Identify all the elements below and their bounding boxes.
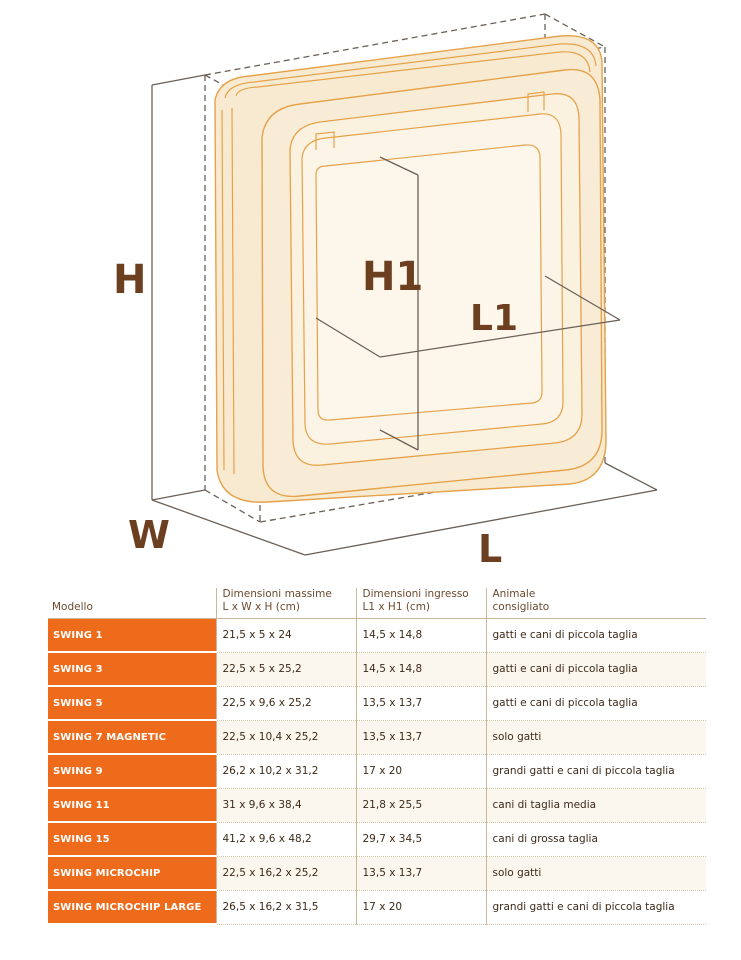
entry-dimensions-cell: 13,5 x 13,7 [356, 856, 486, 890]
model-name-cell: SWING 15 [48, 822, 216, 856]
model-name-cell: SWING 7 MAGNETIC [48, 720, 216, 754]
header-max-dimensions-line1: Dimensioni massime [222, 588, 332, 600]
entry-dimensions-cell: 17 x 20 [356, 890, 486, 924]
model-dimensions-table-wrapper [48, 588, 706, 925]
header-entry-dimensions-line2: L1 x H1 (cm) [362, 601, 431, 613]
max-dimensions-cell: 26,2 x 10,2 x 31,2 [216, 754, 356, 788]
label-H: H [113, 257, 147, 303]
recommended-animal-cell: solo gatti [486, 720, 706, 754]
entry-dimensions-cell: 13,5 x 13,7 [356, 686, 486, 720]
table-header-row [48, 588, 706, 619]
max-dimensions-cell: 22,5 x 10,4 x 25,2 [216, 720, 356, 754]
entry-dimensions-cell: 14,5 x 14,8 [356, 652, 486, 686]
label-L: L [478, 527, 503, 571]
label-L1: L1 [470, 298, 518, 339]
entry-dimensions-cell: 21,8 x 25,5 [356, 788, 486, 822]
max-dimensions-cell: 26,5 x 16,2 x 31,5 [216, 890, 356, 924]
header-entry-dimensions [356, 588, 486, 619]
entry-dimensions-cell: 13,5 x 13,7 [356, 720, 486, 754]
max-dimensions-cell: 21,5 x 5 x 24 [216, 619, 356, 653]
recommended-animal-cell: gatti e cani di piccola taglia [486, 619, 706, 653]
max-dimensions-cell: 41,2 x 9,6 x 48,2 [216, 822, 356, 856]
max-dimensions-cell: 22,5 x 5 x 25,2 [216, 652, 356, 686]
recommended-animal-cell: cani di grossa taglia [486, 822, 706, 856]
model-name-cell: SWING 1 [48, 619, 216, 653]
model-name-cell: SWING 5 [48, 686, 216, 720]
max-dimensions-cell: 22,5 x 16,2 x 25,2 [216, 856, 356, 890]
header-animal [486, 588, 706, 619]
header-animal-line1: Animale [492, 588, 536, 600]
table-row [48, 856, 706, 890]
header-model-label: Modello [52, 601, 93, 613]
model-name-cell: SWING 9 [48, 754, 216, 788]
header-animal-line2: consigliato [492, 601, 550, 613]
label-W: W [128, 513, 170, 557]
label-H1: H1 [362, 254, 424, 300]
recommended-animal-cell: solo gatti [486, 856, 706, 890]
table-row [48, 822, 706, 856]
entry-dimensions-cell: 17 x 20 [356, 754, 486, 788]
header-model [48, 588, 216, 619]
model-name-cell: SWING 11 [48, 788, 216, 822]
header-entry-dimensions-line1: Dimensioni ingresso [362, 588, 469, 600]
recommended-animal-cell: grandi gatti e cani di piccola taglia [486, 890, 706, 924]
max-dimensions-cell: 22,5 x 9,6 x 25,2 [216, 686, 356, 720]
entry-dimensions-cell: 14,5 x 14,8 [356, 619, 486, 653]
model-name-cell: SWING MICROCHIP [48, 856, 216, 890]
table-row [48, 652, 706, 686]
header-max-dimensions [216, 588, 356, 619]
recommended-animal-cell: grandi gatti e cani di piccola taglia [486, 754, 706, 788]
table-row [48, 754, 706, 788]
table-row [48, 788, 706, 822]
model-dimensions-table [48, 588, 706, 925]
entry-dimensions-cell: 29,7 x 34,5 [356, 822, 486, 856]
table-row [48, 686, 706, 720]
model-name-cell: SWING MICROCHIP LARGE [48, 890, 216, 924]
table-row [48, 890, 706, 924]
model-name-cell: SWING 3 [48, 652, 216, 686]
header-max-dimensions-line2: L x W x H (cm) [222, 601, 300, 613]
table-row [48, 720, 706, 754]
recommended-animal-cell: cani di taglia media [486, 788, 706, 822]
recommended-animal-cell: gatti e cani di piccola taglia [486, 652, 706, 686]
table-row [48, 619, 706, 653]
recommended-animal-cell: gatti e cani di piccola taglia [486, 686, 706, 720]
max-dimensions-cell: 31 x 9,6 x 38,4 [216, 788, 356, 822]
